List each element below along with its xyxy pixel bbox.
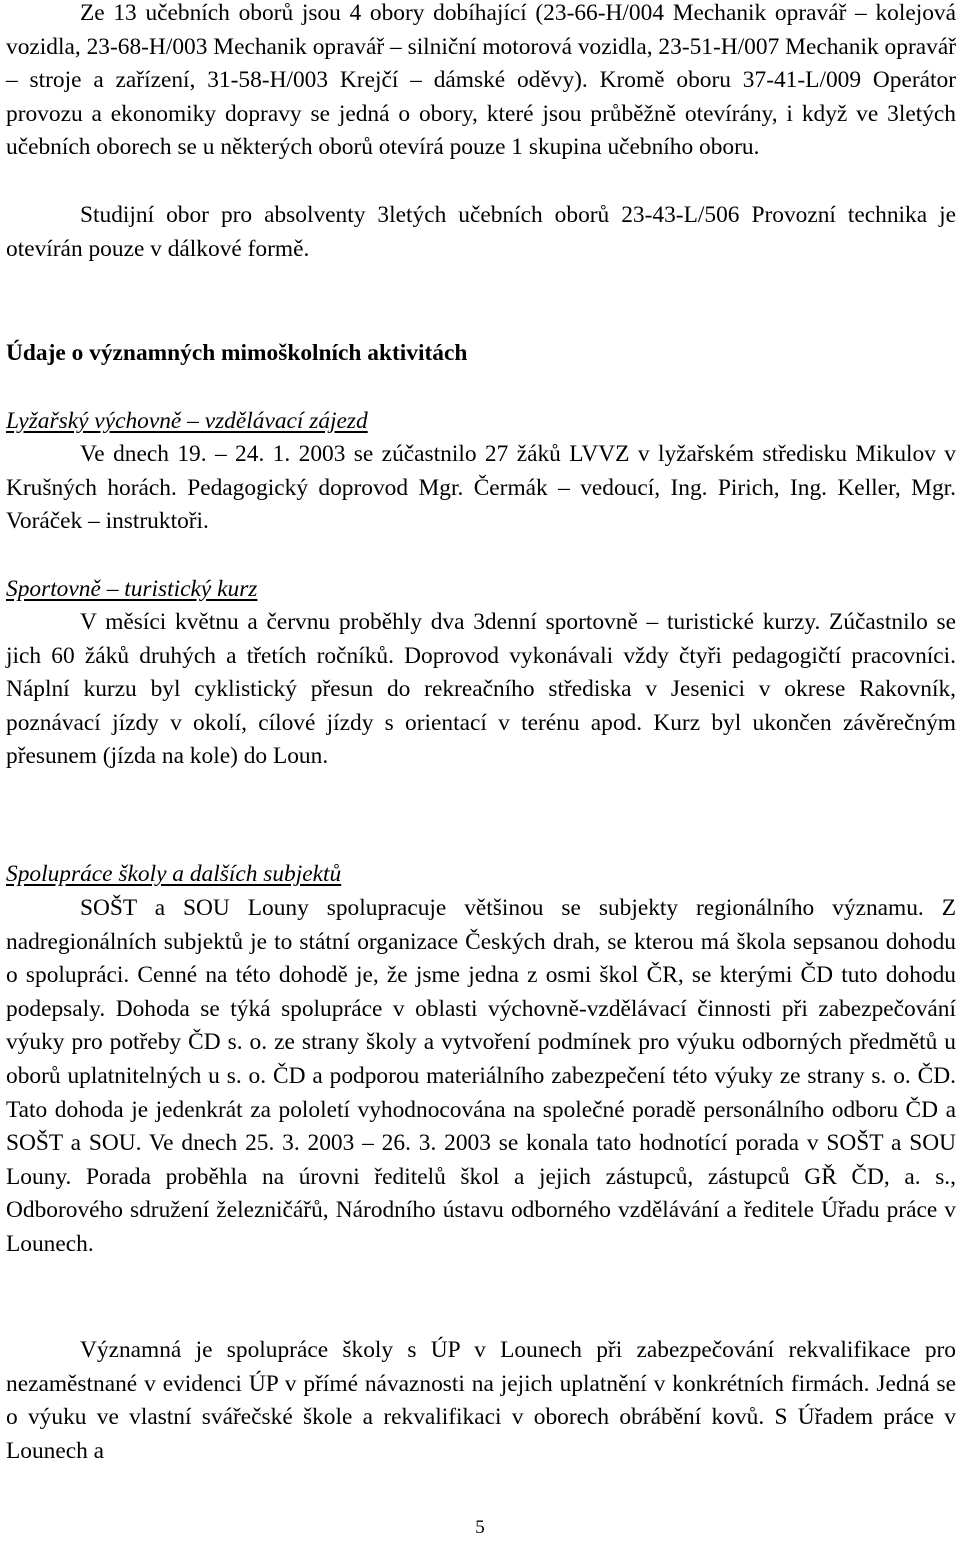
page-number: 5 [475,1517,485,1538]
sport-course-paragraph: V měsíci květnu a červnu proběhly dva 3denní sportovně – turistické kurzy. Zúčastnilo se jich 60 žáků druhých a třetích ročníků. Doprovod vykonávali vždy čtyři pedagogičtí pracovníci. Náplní kurzu byl cyklistický přesun do rekreačního střediska v Jesenici v okrese Rakovník, poznávací jízdy v okolí, cílové jízdy s orientací v terénu apod. Kurz byl ukončen závěrečným přesunem (jízda na kole) do Loun. [6,609,956,770]
cooperation-paragraph-2: Významná je spolupráce školy s ÚP v Lounech při zabezpečování rekvalifikace pro nezaměstnané v evidenci ÚP v přímé návaznosti na jejich uplatnění v konkrétních firmách. Jedná se o výuku ve vlastní svářečské škole a rekvalifikaci v oborech obrábění kovů. S Úřadem práce v Lounech a [6,1337,956,1464]
intro-paragraph-2: Studijní obor pro absolventy 3letých učebních oborů 23-43-L/506 Provozní technika je otevírán pouze v dálkové formě. [6,202,956,262]
intro-paragraph-1: Ze 13 učebních oborů jsou 4 obory dobíhající (23-66-H/004 Mechanik opravář – kolejová vozidla, 23-68-H/003 Mechanik opravář – silniční motorová vozidla, 23-51-H/007 Mechanik opravář – stroje a zařízení, 31-58-H/003 Krejčí – dámské oděvy). Kromě oboru 37-41-L/009 Operátor provozu a ekonomiky dopravy se jedná o obory, které jsou průběžně otevírány, i když ve 3letých učebních oborech se u některých oborů otevírá pouze 1 skupina učebního oboru. [6,0,956,161]
section-heading-activities: Údaje o významných mimoškolních aktivitách [6,340,468,366]
subheading-ski-course: Lyžařský výchovně – vzdělávací zájezd [6,408,368,434]
subheading-cooperation: Spolupráce školy a dalších subjektů [6,861,342,887]
subheading-sport-course: Sportovně – turistický kurz [6,576,258,602]
ski-course-paragraph: Ve dnech 19. – 24. 1. 2003 se zúčastnilo 27 žáků LVVZ v lyžařském středisku Mikulov v Krušných horách. Pedagogický doprovod Mgr. Čermák – vedoucí, Ing. Pirich, Ing. Keller, Mgr. Voráček – instruktoři. [6,441,956,535]
cooperation-paragraph-1: SOŠT a SOU Louny spolupracuje většinou se subjekty regionálního významu. Z nadregionálních subjektů je to státní organizace Českých drah, se kterou má škola sepsanou dohodu o spolupráci. Cenné na této dohodě je, že jsme jedna z osmi škol ČR, se kterými ČD tuto dohodu podepsaly. Dohoda se týká spolupráce v oblasti výchovně-vzdělávací činnosti při zabezpečování výuky pro potřeby ČD s. o. ze strany školy a vytvoření podmínek pro výuku odborných předmětů u oborů uplatnitelných u s. o. ČD a podporou materiálního zabezpečení této výuky ze strany s. o. ČD. Tato dohoda je jedenkrát za pololetí vyhodnocována na společné poradě personálního odboru ČD a SOŠT a SOU. Ve dnech 25. 3. 2003 – 26. 3. 2003 se konala tato hodnotící porada v SOŠT a SOU Louny. Porada proběhla na úrovni ředitelů škol a jejich zástupců, zástupců GŘ ČD, a. s., Odborového sdružení železničářů, Národního ústavu odborného vzdělávání a ředitele Úřadu práce v Lounech. [6,895,956,1257]
